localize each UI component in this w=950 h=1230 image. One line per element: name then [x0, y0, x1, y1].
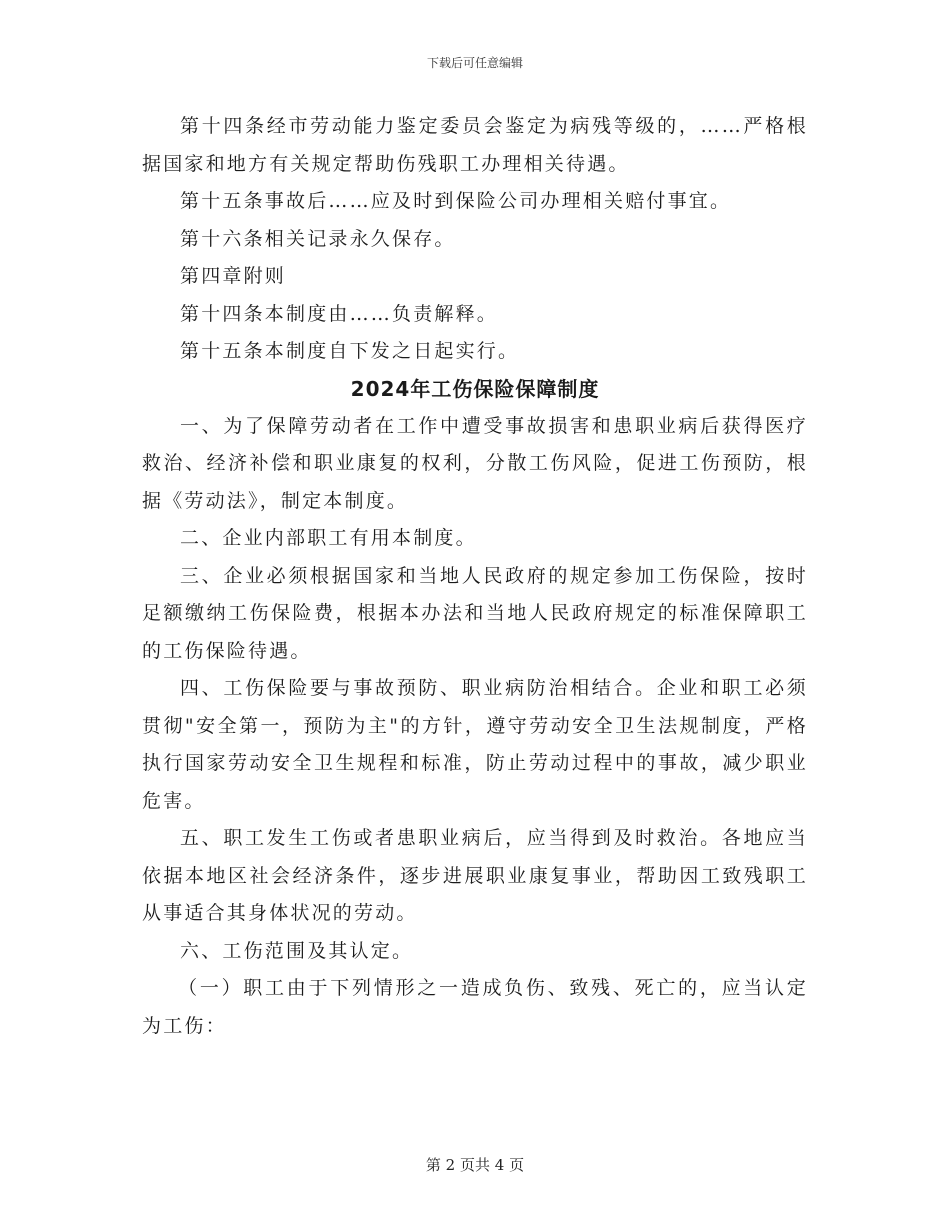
paragraph: 第十五条本制度自下发之日起实行。	[180, 340, 520, 362]
paragraph: 一、为了保障劳动者在工作中遭受事故损害和患职业病后获得医疗救治、经济补偿和职业康复的权利，分散工伤风险，促进工伤预防，根据《劳动法》，制定本制度。	[142, 414, 808, 512]
paragraph: 第十五条事故后……应及时到保险公司办理相关赔付事宜。	[180, 190, 732, 212]
chapter-heading: 第四章附则	[180, 265, 287, 287]
paragraph: 五、职工发生工伤或者患职业病后，应当得到及时救治。各地应当依据本地区社会经济条件，逐步进展职业康复事业，帮助因工致残职工从事适合其身体状况的劳动。	[142, 827, 808, 924]
page-footer: 第 2 页共 4 页	[425, 1156, 525, 1174]
paragraph: 二、企业内部职工有用本制度。	[180, 527, 477, 549]
paragraph: 第十六条相关记录永久保存。	[180, 227, 456, 250]
document-body	[142, 108, 808, 1045]
paragraph: （一）职工由于下列情形之一造成负伤、致残、死亡的，应当认定为工伤：	[142, 977, 808, 1037]
page-header: 下载后可任意编辑	[426, 56, 523, 70]
paragraph: 第十四条经市劳动能力鉴定委员会鉴定为病残等级的，……严格根据国家和地方有关规定帮助伤残职工办理相关待遇。	[142, 115, 808, 175]
paragraph: 六、工伤范围及其认定。	[180, 939, 414, 962]
paragraph: 四、工伤保险要与事故预防、职业病防治相结合。企业和职工必须贯彻"安全第一，预防为主"的方针，遵守劳动安全卫生法规制度，严格执行国家劳动安全卫生规程和标准，防止劳动过程中的事故，减少职业危害。	[142, 677, 808, 812]
document-title: 2024年工伤保险保障制度	[350, 376, 600, 401]
paragraph: 三、企业必须根据国家和当地人民政府的规定参加工伤保险，按时足额缴纳工伤保险费，根据本办法和当地人民政府规定的标准保障职工的工伤保险待遇。	[142, 564, 808, 662]
paragraph: 第十四条本制度由……负责解释。	[180, 302, 499, 325]
